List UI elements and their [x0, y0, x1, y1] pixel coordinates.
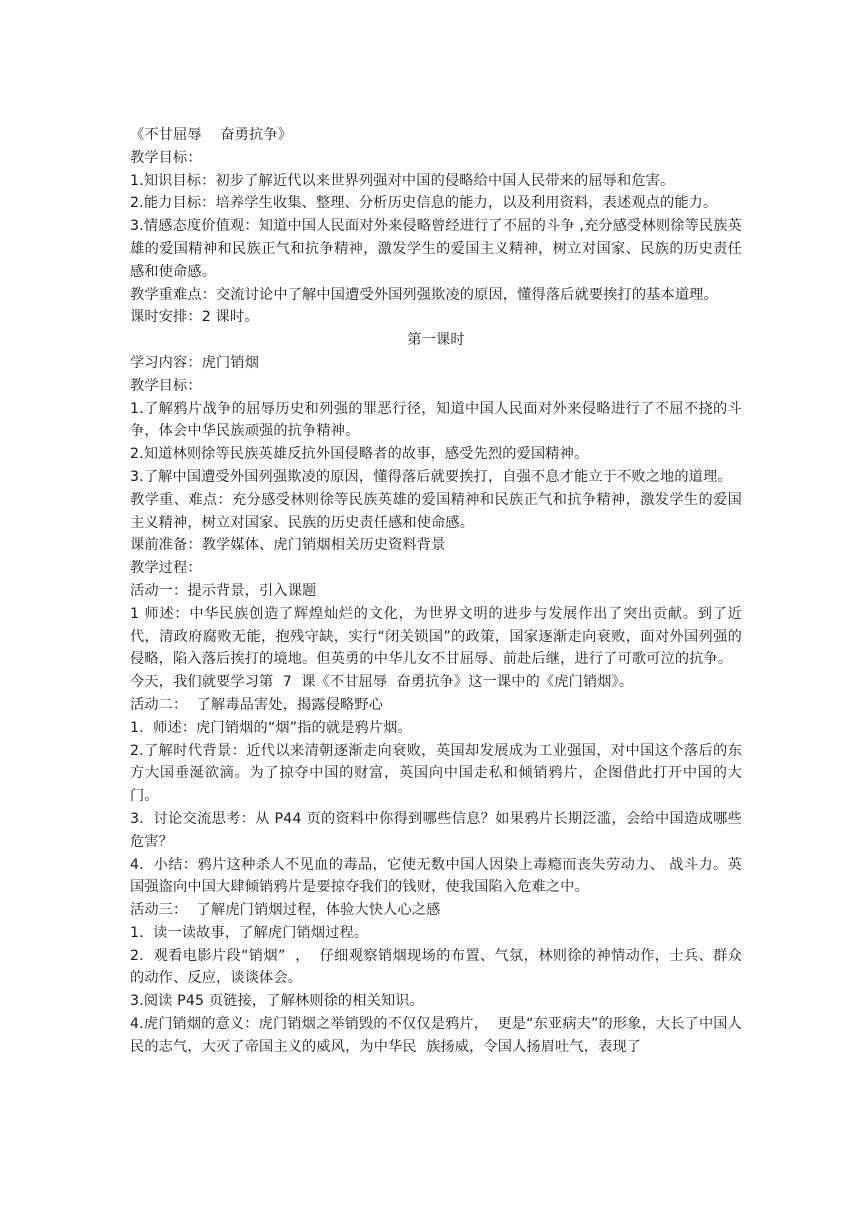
lesson-goal-2: 2.知道林则徐等民族英雄反抗外国侵略者的故事，感受先烈的爱国精神。 — [130, 446, 589, 463]
activity-2-item-4: 4. 小结：鸦片这种杀人不见血的毒品，它使无数中国人因染上毒瘾而丧失劳动力、 战斗力。英国强盗向中国大肆倾销鸦片是要掠夺我们的钱财，使我国陷入危难之中。 — [130, 856, 742, 896]
activity-1-intro: 今天，我们就要学习第 7 课《不甘屈辱 奋勇抗争》这一课中的《虎门销烟》。 — [130, 674, 634, 691]
goal-knowledge: 1.知识目标：初步了解近代以来世界列强对中国的侵略给中国人民带来的屈辱和危害。 — [130, 172, 675, 189]
activity-2-item-3: 3. 讨论交流思考：从 P44 页的资料中你得到哪些信息？如果鸦片长期泛滥，会给中国造成哪些危害？ — [130, 810, 742, 850]
activity-1-paragraph: 1 师述：中华民族创造了辉煌灿烂的文化，为世界文明的进步与发展作出了突出贡献。到了近代，清政府腐败无能，抱残守缺，实行“闭关锁国”的政策，国家逐渐走向衰败，面对外国列强的侵略，陷入落后挨打的境地。但英勇的中华儿女不甘屈辱、前赴后继，进行了可歌可泣的抗争。 — [130, 605, 742, 668]
activity-3-item-1: 1. 读一读故事，了解虎门销烟过程。 — [130, 924, 369, 941]
process-heading: 教学过程： — [130, 560, 202, 577]
activity-3-item-3: 3.阅读 P45 页链接，了解林则徐的相关知识。 — [130, 993, 424, 1010]
lesson-goals-heading: 教学目标： — [130, 377, 202, 394]
lesson-goal-3: 3.了解中国遭受外国列强欺凌的原因，懂得落后就要挨打，自强不息才能立于不败之地的道理。 — [130, 468, 732, 485]
key-points: 教学重难点：交流讨论中了解中国遭受外国列强欺凌的原因，懂得落后就要挨打的基本道理。 — [130, 286, 718, 303]
activity-3-title: 活动三： 了解虎门销烟过程，体验大快人心之感 — [130, 902, 441, 919]
goals-heading: 教学目标： — [130, 149, 202, 166]
document-title: 《不甘屈辱 奋勇抗争》 — [130, 127, 293, 143]
activity-2-item-1: 1. 师述：虎门销烟的“烟”指的就是鸦片烟。 — [130, 719, 412, 736]
lesson-content: 学习内容：虎门销烟 — [130, 354, 260, 371]
activity-2-title: 活动二： 了解毒品害处，揭露侵略野心 — [130, 696, 384, 713]
goal-ability: 2.能力目标：培养学生收集、整理、分析历史信息的能力，以及利用资料，表述观点的能力。 — [130, 195, 718, 212]
goal-emotion: 3.情感态度价值观：知道中国人民面对外来侵略曾经进行了不屈的斗争 ,充分感受林则徐等民族英雄的爱国精神和民族正气和抗争精神，激发学生的爱国主义精神，树立对国家、民族的历史责任感和使命感。 — [130, 218, 742, 280]
activity-3-item-2: 2. 观看电影片段“销烟” ， 仔细观察销烟现场的布置、气氛，林则徐的神情动作，士兵、群众的动作、反应，谈谈体会。 — [130, 947, 742, 987]
activity-2-item-2: 2.了解时代背景：近代以来清朝逐渐走向衰败，英国却发展成为工业强国，对中国这个落后的东方大国垂涎欲滴。为了掠夺中国的财富，英国向中国走私和倾销鸦片，企图借此打开中国的大门。 — [130, 742, 742, 805]
lesson-goal-1: 1.了解鸦片战争的屈辱历史和列强的罪恶行径，知道中国人民面对外来侵略进行了不屈不挠的斗争，体会中华民族顽强的抗争精神。 — [130, 400, 742, 440]
lesson-heading: 第一课时 — [407, 332, 465, 349]
document-page — [130, 124, 742, 1059]
lesson-key-points: 教学重、难点：充分感受林则徐等民族英雄的爱国精神和民族正气和抗争精神，激发学生的爱国主义精神，树立对国家、民族的历史责任感和使命感。 — [130, 491, 742, 531]
activity-1-title: 活动一：提示背景，引入课题 — [130, 582, 317, 599]
schedule: 课时安排：2 课时。 — [130, 309, 259, 326]
activity-3-item-4: 4.虎门销烟的意义：虎门销烟之举销毁的不仅仅是鸦片， 更是“东亚病夫”的形象，大长了中国人民的志气，大灭了帝国主义的威风，为中华民 族扬威，令国人扬眉吐气，表现了 — [130, 1016, 742, 1055]
lesson-prep: 课前准备：教学媒体、虎门销烟相关历史资料背景 — [130, 537, 446, 554]
